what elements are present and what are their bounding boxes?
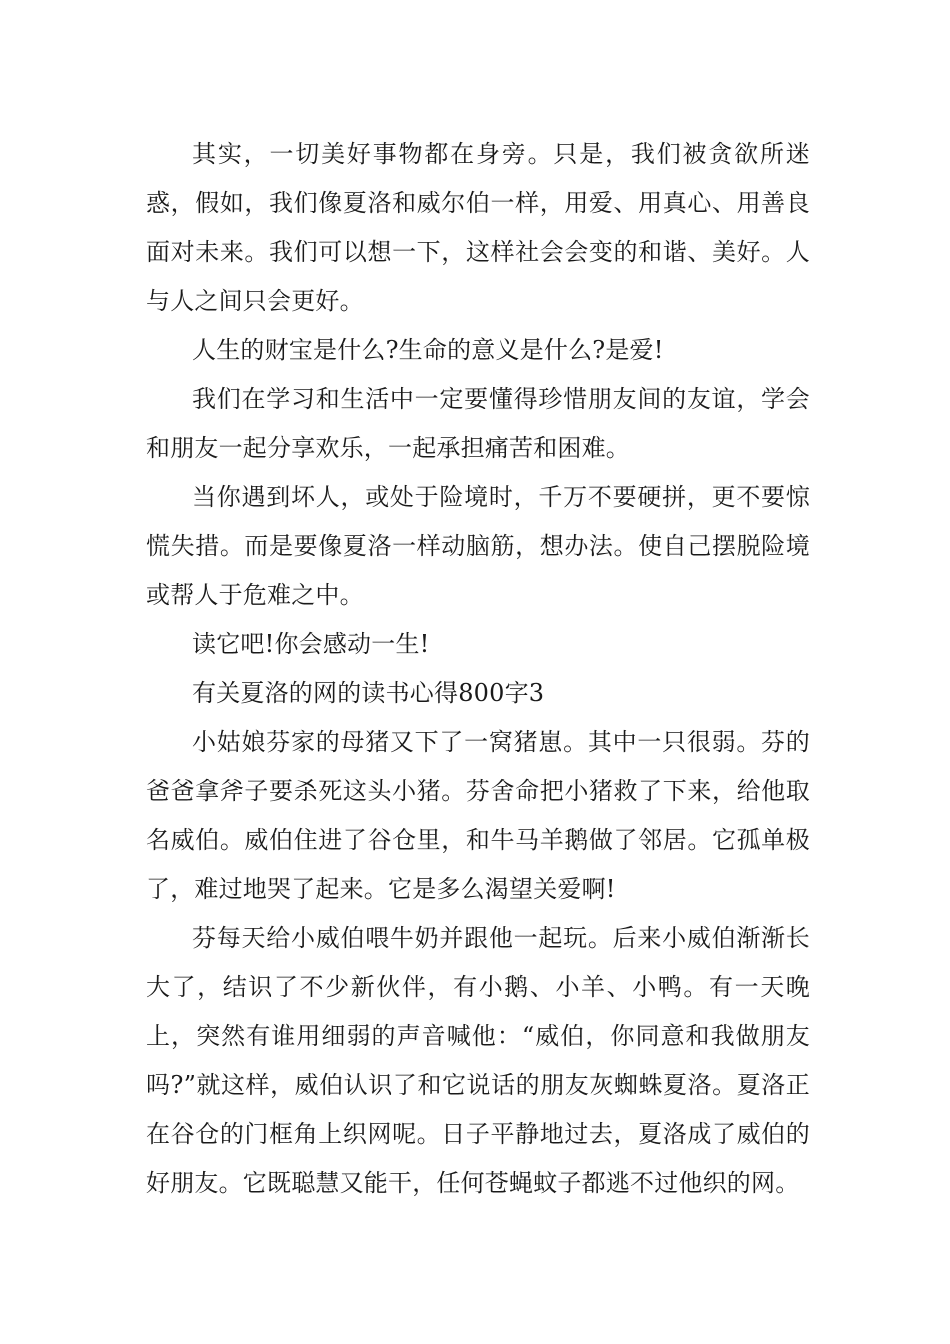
paragraph-5: 读它吧!你会感动一生! (192, 630, 430, 658)
paragraph-6: 小姑娘芬家的母猪又下了一窝猪崽。其中一只很弱。芬的爸爸拿斧子要杀死这头小猪。芬舍命把小猪救了下来，给他取名威伯。威伯住进了谷仓里，和牛马羊鹅做了邻居。它孤单极了，难过地哭了起来。它是多么渴望关爱啊! (146, 728, 810, 903)
paragraph-7: 芬每天给小威伯喂牛奶并跟他一起玩。后来小威伯渐渐长大了，结识了不少新伙伴，有小鹅、小羊、小鸭。有一天晚上，突然有谁用细弱的声音喊他：“威伯，你同意和我做朋友吗?”就这样，威伯认识了和它说话的朋友灰蜘蛛夏洛。夏洛正在谷仓的门框角上织网呢。日子平静地过去，夏洛成了威伯的好朋友。它既聪慧又能干，任何苍蝇蚊子都逃不过他织的网。 (146, 924, 810, 1197)
paragraph-2: 人生的财宝是什么?生命的意义是什么?是爱! (192, 336, 664, 364)
paragraph-4: 当你遇到坏人，或处于险境时，千万不要硬拼，更不要惊慌失措。而是要像夏洛一样动脑筋，想办法。使自己摆脱险境或帮人于危难之中。 (146, 483, 810, 609)
paragraph-3: 我们在学习和生活中一定要懂得珍惜朋友间的友谊，学会和朋友一起分享欢乐，一起承担痛苦和困难。 (146, 385, 810, 462)
document-body (146, 130, 810, 1208)
section-heading: 有关夏洛的网的读书心得800字3 (192, 679, 545, 707)
paragraph-1: 其实，一切美好事物都在身旁。只是，我们被贪欲所迷惑，假如，我们像夏洛和威尔伯一样，用爱、用真心、用善良面对未来。我们可以想一下，这样社会会变的和谐、美好。人与人之间只会更好。 (146, 140, 810, 315)
